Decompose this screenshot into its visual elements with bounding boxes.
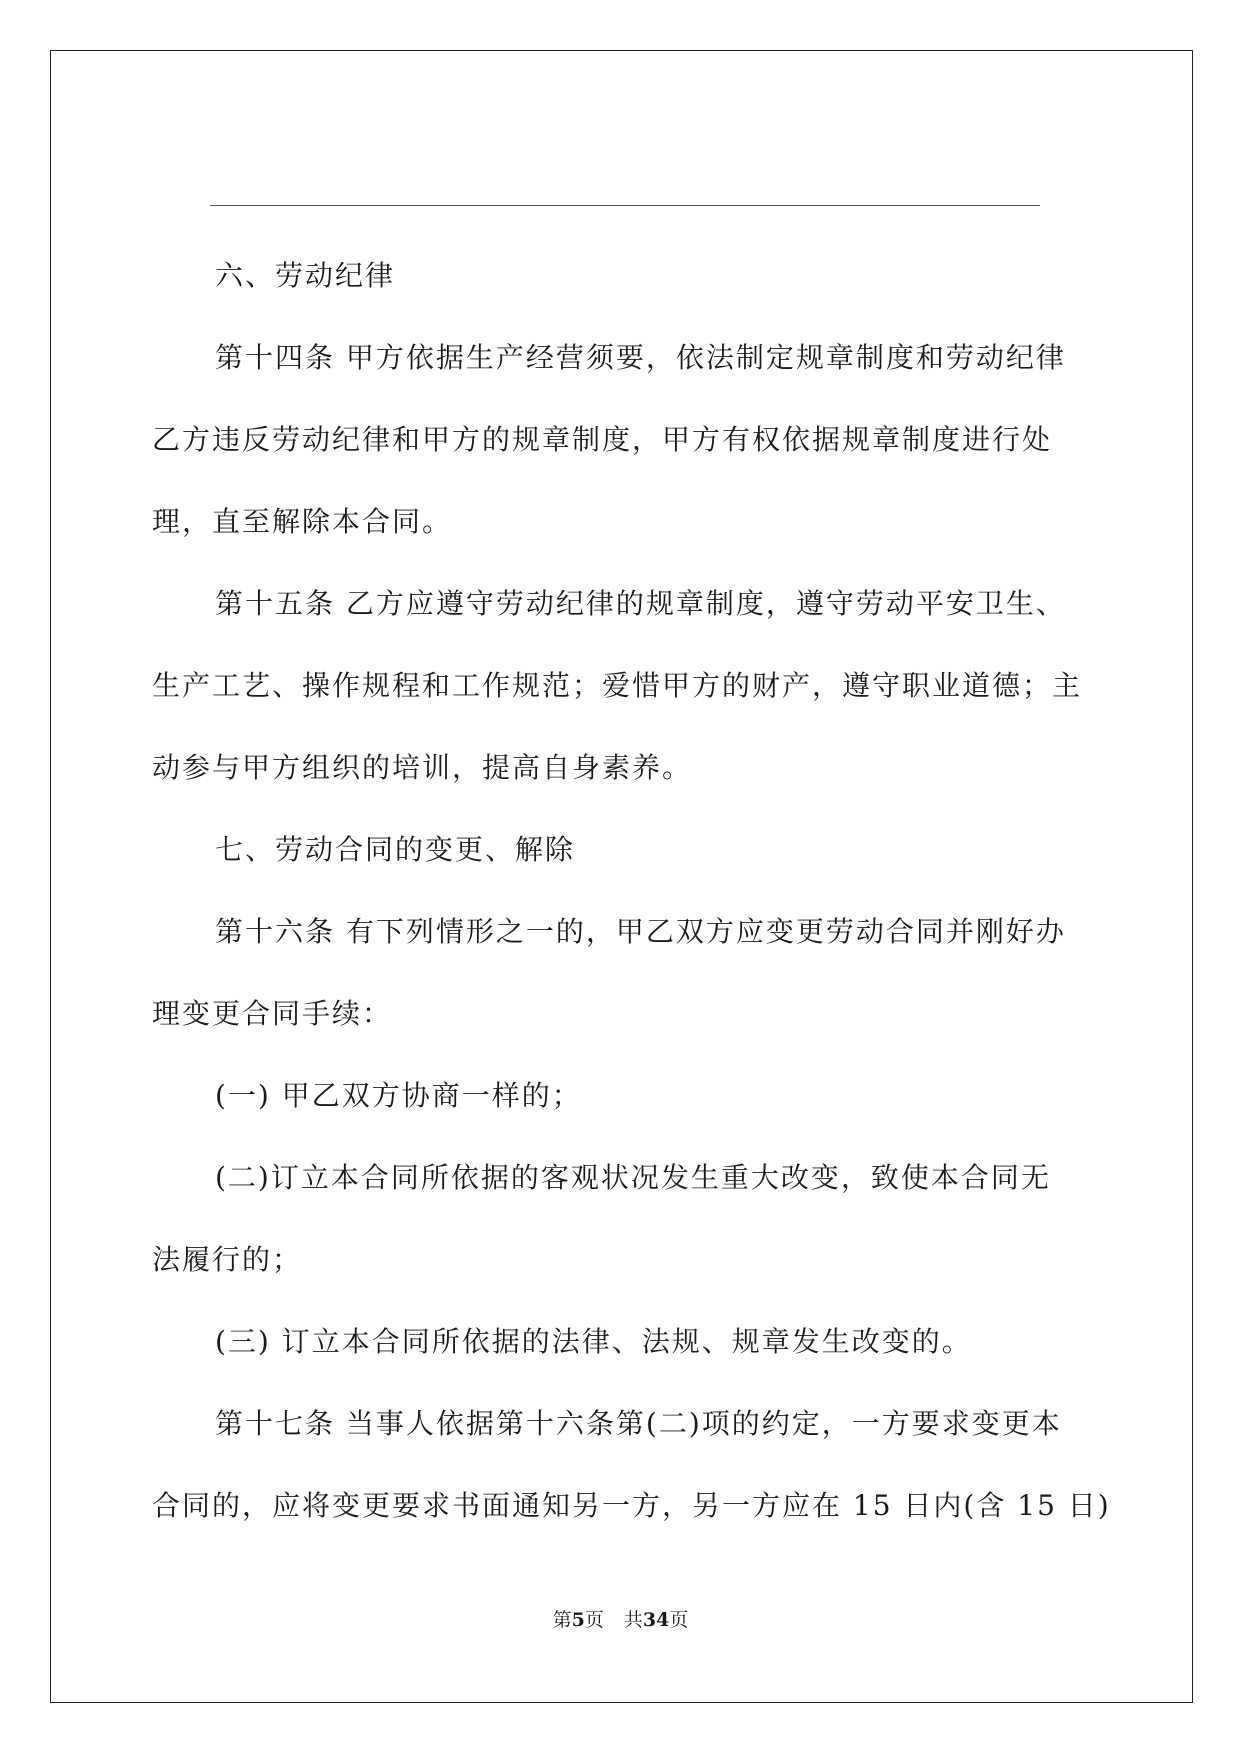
article-16-item-3: (三) 订立本合同所依据的法律、法规、规章发生改变的。	[215, 1325, 972, 1358]
footer-suffix: 页	[669, 1609, 689, 1631]
footer-prefix: 第	[552, 1609, 572, 1631]
page-footer	[0, 1605, 1241, 1632]
article-15-line-3: 动参与甲方组织的培训，提高自身素养。	[152, 751, 693, 784]
article-14-line-3: 理，直至解除本合同。	[152, 505, 453, 538]
article-16-item-1: (一) 甲乙双方协商一样的；	[215, 1079, 582, 1112]
footer-total-pages: 34	[642, 1609, 670, 1631]
article-14-line-2: 乙方违反劳动纪律和甲方的规章制度，甲方有权依据规章制度进行处	[152, 423, 1053, 456]
article-17-line-2: 合同的，应将变更要求书面通知另一方，另一方应在 15 日内(含 15 日)	[152, 1489, 1111, 1522]
header-rule	[210, 205, 1040, 206]
section-heading-6: 六、劳动纪律	[215, 259, 396, 292]
document-body	[152, 235, 1111, 1547]
article-15-line-1: 第十五条 乙方应遵守劳动纪律的规章制度，遵守劳动平安卫生、	[215, 587, 1066, 620]
article-14-line-1: 第十四条 甲方依据生产经营须要，依法制定规章制度和劳动纪律	[215, 341, 1066, 374]
footer-total-prefix: 共	[623, 1609, 643, 1631]
footer-page-word: 页	[584, 1609, 604, 1631]
article-15-line-2: 生产工艺、操作规程和工作规范；爱惜甲方的财产，遵守职业道德；主	[152, 669, 1083, 702]
article-17-line-1: 第十七条 当事人依据第十六条第(二)项的约定，一方要求变更本	[215, 1407, 1062, 1440]
article-16-line-1: 第十六条 有下列情形之一的，甲乙双方应变更劳动合同并刚好办	[215, 915, 1066, 948]
article-16-item-2-line-1: (二)订立本合同所依据的客观状况发生重大改变，致使本合同无	[215, 1161, 1051, 1194]
article-16-item-2-line-2: 法履行的；	[152, 1243, 303, 1276]
footer-page-number: 5	[571, 1609, 585, 1631]
section-heading-7: 七、劳动合同的变更、解除	[215, 833, 576, 866]
article-16-line-2: 理变更合同手续：	[152, 997, 393, 1030]
